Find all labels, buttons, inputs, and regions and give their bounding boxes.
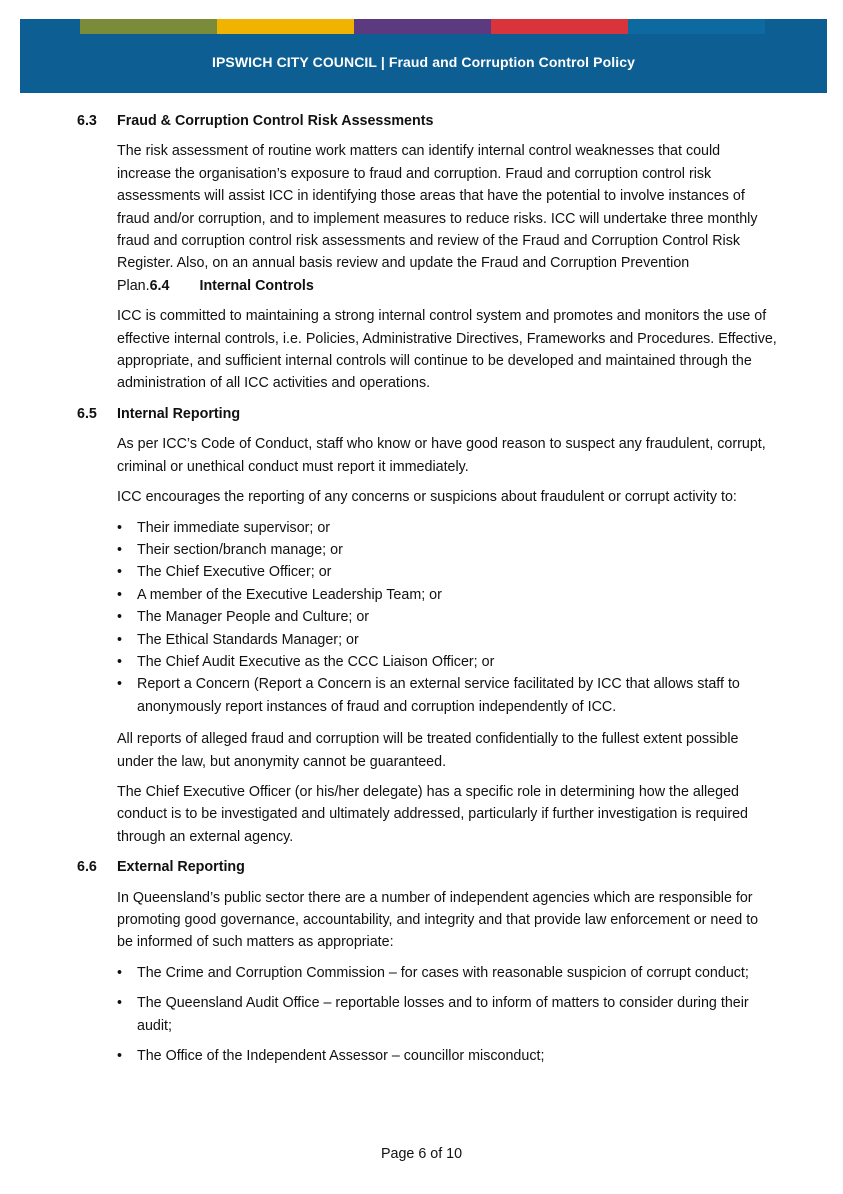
list-item <box>117 992 777 1037</box>
paragraph: ICC encourages the reporting of any concerns or suspicions about fraudulent or corrupt activity to: <box>117 489 737 506</box>
stripe-yellow <box>217 19 354 34</box>
list-item-text: The Office of the Independent Assessor – councillor misconduct; <box>137 1048 545 1065</box>
document-body <box>77 110 777 1075</box>
bullet-icon: • <box>117 653 123 670</box>
paragraph: ICC is committed to maintaining a strong internal control system and promotes and monitors the use of effective internal controls, i.e. Policies, Administrative Directives, Frameworks and Procedures. Effective, appropriate, and sufficient internal controls will continue to be developed and maintained through the administration of all ICC activities and operations. <box>117 308 777 392</box>
section-number: 6.5 <box>77 405 97 422</box>
list-item-text: The Crime and Corruption Commission – for cases with reasonable suspicion of corrupt conduct; <box>137 964 749 981</box>
bullet-icon: • <box>117 631 123 648</box>
list-item-text: The Manager People and Culture; or <box>137 609 370 626</box>
page-number: Page 6 of 10 <box>380 1146 463 1162</box>
list-item <box>117 629 777 651</box>
bullet-icon: • <box>117 995 123 1012</box>
section-body-6-6 <box>117 887 777 1068</box>
stripe-blue <box>628 19 765 34</box>
paragraph-text: The risk assessment of routine work matters can identify internal control weaknesses that could increase the organisation’s exposure to fraud and corruption. Fraud and corruption control risk assessments will assist ICC in identifying those areas that have the potential to involve instances of fraud and/or corruption, and to implement measures to reduce risks. ICC will undertake three monthly fraud and corruption control risk assessments and review of the Fraud and Corruption Control Risk Register. Also, on an annual basis review and update the Fraud and Corruption Prevention Plan. <box>117 143 758 294</box>
internal-reporting-list <box>117 517 777 719</box>
color-stripes <box>80 19 765 34</box>
section-title: External Reporting <box>117 859 245 876</box>
section-body-6-3 <box>117 140 777 394</box>
list-item-text: Report a Concern (Report a Concern is an external service facilitated by ICC that allows staff to anonymously report instances of fraud and corruption independently of ICC. <box>137 676 740 715</box>
section-number: 6.6 <box>77 859 97 876</box>
section-heading-6-5 <box>77 403 777 425</box>
section-heading-6-3 <box>77 110 777 132</box>
bullet-icon: • <box>117 541 123 558</box>
list-item <box>117 584 777 606</box>
list-item <box>117 606 777 628</box>
external-reporting-list <box>117 962 777 1068</box>
list-item <box>117 962 777 984</box>
bullet-icon: • <box>117 609 123 626</box>
list-item <box>117 1045 777 1067</box>
list-item-text: The Queensland Audit Office – reportable losses and to inform of matters to consider during their audit; <box>137 995 749 1034</box>
section-heading-6-6 <box>77 856 777 878</box>
paragraph <box>117 140 777 297</box>
inline-section-number: 6.4 <box>149 277 170 294</box>
stripe-purple <box>354 19 491 34</box>
paragraph: As per ICC’s Code of Conduct, staff who know or have good reason to suspect any fraudulent, corrupt, criminal or unethical conduct must report it immediately. <box>117 436 766 475</box>
list-item <box>117 539 777 561</box>
list-item-text: Their immediate supervisor; or <box>137 519 331 536</box>
stripe-red <box>491 19 628 34</box>
paragraph: In Queensland’s public sector there are a number of independent agencies which are responsible for promoting good governance, accountability, and integrity and that provide law enforcement or need to be informed of such matters as appropriate: <box>117 889 759 951</box>
inline-section-title: Internal Controls <box>199 277 314 294</box>
paragraph: All reports of alleged fraud and corruption will be treated confidentially to the fullest extent possible under the law, but anonymity cannot be guaranteed. <box>117 731 739 770</box>
bullet-icon: • <box>117 519 123 536</box>
list-item-text: The Chief Executive Officer; or <box>137 564 332 581</box>
header-title: IPSWICH CITY COUNCIL | Fraud and Corruption Control Policy <box>212 54 635 70</box>
list-item <box>117 651 777 673</box>
paragraph: The Chief Executive Officer (or his/her delegate) has a specific role in determining how the alleged conduct is to be investigated and ultimately addressed, particularly if further investigation is required through an external agency. <box>117 783 748 845</box>
list-item-text: A member of the Executive Leadership Team; or <box>137 586 442 603</box>
section-title: Internal Reporting <box>117 405 241 422</box>
bullet-icon: • <box>117 564 123 581</box>
section-body-6-5 <box>117 433 777 848</box>
bullet-icon: • <box>117 586 123 603</box>
list-item <box>117 517 777 539</box>
bullet-icon: • <box>117 964 123 981</box>
stripe-olive <box>80 19 217 34</box>
bullet-icon: • <box>117 676 123 693</box>
bullet-icon: • <box>117 1048 123 1065</box>
header-banner <box>20 19 827 93</box>
list-item <box>117 673 777 718</box>
section-title: Fraud & Corruption Control Risk Assessments <box>117 113 434 129</box>
list-item <box>117 561 777 583</box>
list-item-text: Their section/branch manage; or <box>137 541 343 558</box>
section-number: 6.3 <box>77 113 97 129</box>
list-item-text: The Ethical Standards Manager; or <box>137 631 359 648</box>
list-item-text: The Chief Audit Executive as the CCC Liaison Officer; or <box>137 653 495 670</box>
